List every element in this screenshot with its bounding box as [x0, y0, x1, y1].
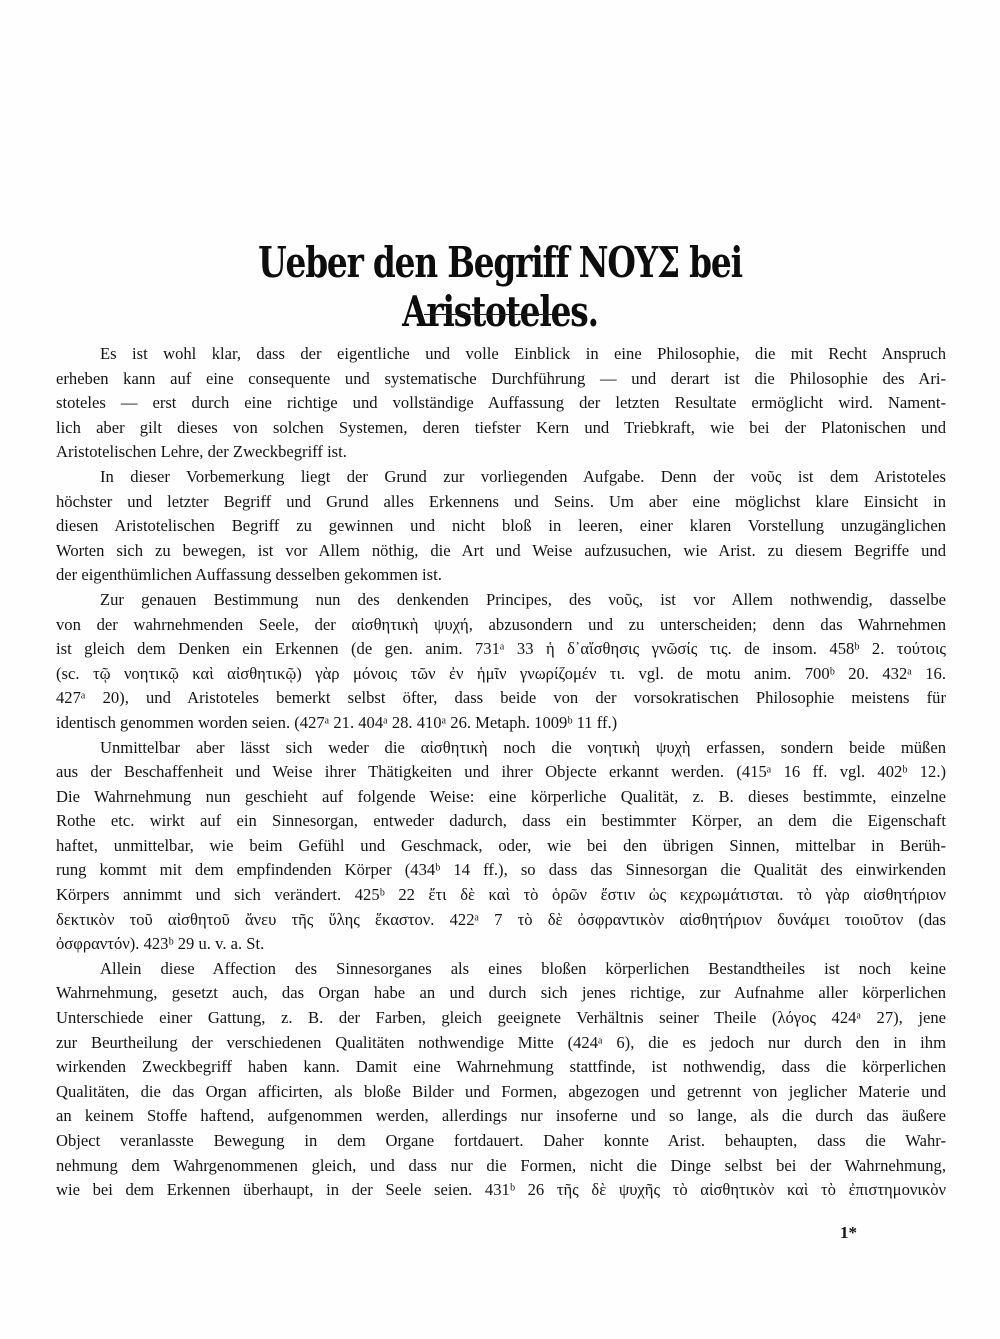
text-line: Object veranlasste Bewegung in dem Organe fortdauert. Daher konnte Arist. behaupten, dass die Wahr-	[56, 1131, 946, 1150]
text-line: haftet, unmittelbar, wie beim Gefühl und Geschmack, oder, wie bei den übrigen Sinnen, mittelbar in Berüh-	[56, 835, 946, 855]
text-line: rung kommt mit dem empfindenden Körper (434ᵇ 14 ff.), so dass das Sinnesorgan die Qualität des einwirkenden	[56, 860, 946, 880]
text-line: Allein diese Affection des Sinnesorganes als eines bloßen körperlichen Bestandtheiles ist noch keine	[100, 958, 946, 978]
text-line: 427ᵃ 20), und Aristoteles bemerkt selbst öfter, dass beide von der vorsokratischen Philosophie meistens für	[56, 688, 946, 708]
text-line: wirkenden Zweckbegriff haben kann. Damit eine Wahrnehmung stattfinde, ist nothwendig, dass die körperlichen	[56, 1057, 946, 1077]
text-line: δεκτικὸν τοῦ αἰσθητοῦ ἄνευ τῆς ὕλης ἕκαστον. 422ᵃ 7 τὸ δὲ ὀσφραντικὸν αἰσθητήριον δυνάμει τοιοῦτον (das	[56, 909, 946, 929]
text-line: erheben kann auf eine consequente und systematische Durchführung — und derart ist die Philosophie des Ari-	[56, 368, 946, 388]
paragraph	[56, 465, 946, 588]
text-line: Rothe etc. wirkt auf ein Sinnesorgan, entweder dadurch, dass ein bestimmter Körper, an dem die Eigenschaft	[56, 811, 946, 831]
text-line: Es ist wohl klar, dass der eigentliche und volle Einblick in eine Philosophie, die mit Recht Anspruch	[100, 344, 946, 363]
text-line: an keinem Stoffe haftend, aufgenommen werden, allerdings nur insoferne und so lange, als die durch das äußere	[56, 1106, 946, 1126]
text-line: Worten sich zu bewegen, ist vor Allem nöthig, die Art und Weise aufzusuchen, wie Arist. zu diesem Begriffe und	[56, 540, 946, 560]
text-line: höchster und letzter Begriff und Grund alles Erkennens und Seins. Um aber eine möglichst klare Einsicht in	[56, 491, 946, 511]
text-line: Wahrnehmung, gesetzt auch, das Organ habe an und durch sich jenes richtige, zur Aufnahme aller körperlichen	[56, 983, 946, 1003]
text-line: von der wahrnehmenden Seele, der αἰσθητικὴ ψυχή, abzusondern und zu unterscheiden; denn das Wahrnehmen	[56, 614, 946, 634]
text-line: Aristotelischen Lehre, der Zweckbegriff ist.	[56, 442, 347, 462]
text-line: (sc. τῷ νοητικῷ καὶ αἰσθητικῷ) γὰρ μόνοις τῶν ἐν ἡμῖν γνωρίζομέν τι. vgl. de motu anim. 700ᵇ 20. 432ᵃ 16.	[56, 663, 946, 683]
text-line: Unterschiede einer Gattung, z. B. der Farben, gleich geeignete Verhältnis seiner Theile (λόγος 424ᵃ 27), jene	[56, 1008, 946, 1028]
text-line: wie bei dem Erkennen überhaupt, in der Seele seien. 431ᵇ 26 τῆς δὲ ψυχῆς τὸ αἰσθητικὸν καὶ τὸ ἐπιστημονικὸν	[56, 1180, 946, 1200]
text-line: ist gleich dem Denken ein Erkennen (de gen. anim. 731ᵃ 33 ἡ δ᾽αἴσθησις γνῶσίς τις. de insom. 458ᵇ 2. τούτοις	[56, 639, 946, 659]
paragraph	[56, 736, 946, 957]
text-line: ὀσφραντόν). 423ᵇ 29 u. v. a. St.	[56, 934, 265, 954]
paragraph	[56, 957, 946, 1203]
text-line: identisch genommen worden seien. (427ᵃ 21. 404ᵃ 28. 410ᵃ 26. Metaph. 1009ᵇ 11 ff.)	[56, 712, 618, 732]
text-line: Zur genauen Bestimmung nun des denkenden Principes, des νοῦς, ist vor Allem nothwendig, dasselbe	[100, 589, 946, 609]
paragraph	[56, 588, 946, 736]
text-line: Unmittelbar aber lässt sich weder die αἰσθητικὴ noch die νοητικὴ ψυχὴ erfassen, sondern beide müßen	[100, 737, 946, 757]
text-line: lich aber gilt dieses von solchen Systemen, deren tiefster Kern und Triebkraft, wie bei der Platonischen und	[56, 417, 946, 437]
text-line: zur Beurtheilung der verschiedenen Qualitäten nothwendige Mitte (424ᵃ 6), die es jedoch nur durch den in ihm	[56, 1032, 946, 1052]
text-line: Körpers annimmt und sich verändert. 425ᵇ 22 ἔτι δὲ καὶ τὸ ὁρῶν ἔστιν ὡς κεχρωμάτισται. τὸ γὰρ αἰσθητήριον	[56, 885, 946, 905]
page-number: 1*	[840, 1223, 857, 1242]
text-line: Die Wahrnehmung nun geschieht auf folgende Weise: eine körperliche Qualität, z. B. dieses bestimmte, einzelne	[56, 786, 946, 806]
text-line: aus der Beschaffenheit und Weise ihrer Thätigkeiten und ihrer Objecte erkannt werden. (415ᵃ 16 ff. vgl. 402ᵇ 12.)	[56, 762, 946, 782]
text-line: stoteles — erst durch eine richtige und vollständige Auffassung der letzten Resultate ermöglicht wird. Nament-	[56, 393, 946, 413]
text-line: nehmung dem Wahrgenommenen gleich, und dass nur die Formen, nicht die Dinge selbst bei der Wahrnehmung,	[56, 1155, 946, 1175]
paragraph	[56, 342, 946, 465]
text-line: Qualitäten, die das Organ afficirten, als bloße Bilder und Formen, abgezogen und getrennt von jeglicher Materie und	[56, 1081, 946, 1101]
body-text	[56, 342, 946, 1203]
text-line: In dieser Vorbemerkung liegt der Grund zur vorliegenden Aufgabe. Denn der νοῦς ist dem Aristoteles	[100, 466, 946, 486]
page-title: Ueber den Begriff ΝΟΥΣ bei Aristoteles.	[258, 238, 742, 336]
text-line: der eigenthümlichen Auffassung desselben gekommen ist.	[56, 565, 442, 585]
text-line: diesen Aristotelischen Begriff zu gewinnen und nicht bloß in leeren, einer klaren Vorstellung unzugänglichen	[56, 516, 946, 536]
title-divider	[424, 314, 552, 315]
